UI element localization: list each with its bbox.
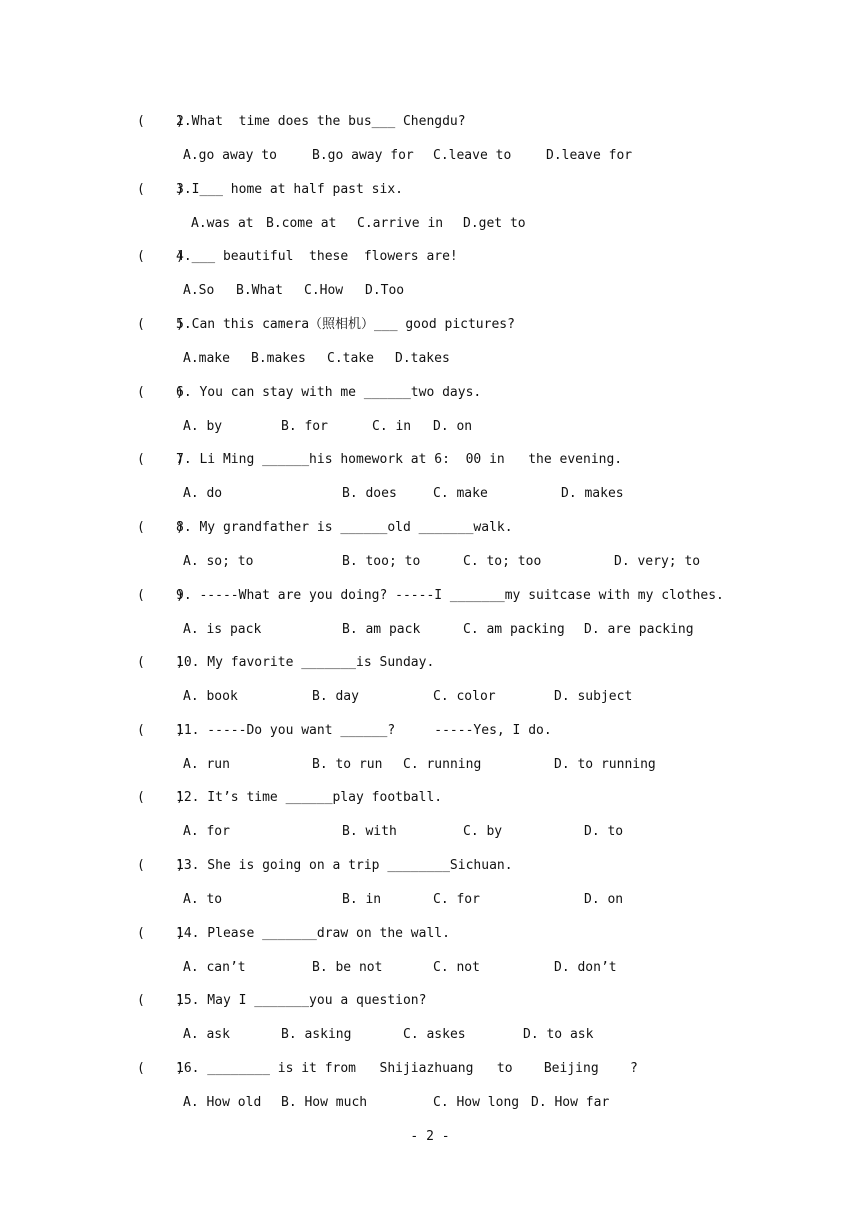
- option-c: C. am packing: [463, 622, 565, 637]
- question-stem: 10. My favorite _______is Sunday.: [176, 655, 435, 670]
- option-d: D. on: [433, 419, 473, 434]
- question-stem: 13. She is going on a trip ________Sichuan.: [176, 858, 513, 873]
- option-a: A.So: [183, 283, 215, 298]
- option-d: D. to running: [554, 757, 656, 772]
- option-a: A.go away to: [183, 148, 277, 163]
- option-c: C.leave to: [433, 148, 512, 163]
- question-stem: 14. Please _______draw on the wall.: [176, 926, 450, 941]
- answer-blank[interactable]: ( ): [137, 1061, 184, 1076]
- option-c: C. for: [433, 892, 480, 907]
- question-stem: 4.___ beautiful these flowers are!: [176, 249, 458, 264]
- question-stem: 16. ________ is it from Shijiazhuang to Beijing ?: [176, 1061, 638, 1076]
- option-d: D.leave for: [546, 148, 633, 163]
- option-c: C. by: [463, 824, 503, 839]
- option-a: A. can’t: [183, 960, 246, 975]
- option-a: A. is pack: [183, 622, 262, 637]
- option-d: D. are packing: [584, 622, 694, 637]
- option-a: A. run: [183, 757, 230, 772]
- option-b: B. day: [312, 689, 359, 704]
- option-c: C. color: [433, 689, 496, 704]
- option-a: A. to: [183, 892, 223, 907]
- answer-blank[interactable]: ( ): [137, 790, 184, 805]
- question-stem: 8. My grandfather is ______old _______walk.: [176, 520, 513, 535]
- option-b: B.go away for: [312, 148, 414, 163]
- option-c: C. to; too: [463, 554, 542, 569]
- option-d: D. to: [584, 824, 624, 839]
- option-d: D. How far: [531, 1095, 610, 1110]
- option-d: D.get to: [463, 216, 526, 231]
- option-c: C. askes: [403, 1027, 466, 1042]
- option-c: C.How: [304, 283, 344, 298]
- option-a: A. so; to: [183, 554, 254, 569]
- option-b: B. to run: [312, 757, 383, 772]
- option-a: A.was at: [191, 216, 254, 231]
- option-a: A. book: [183, 689, 238, 704]
- option-d: D. very; to: [614, 554, 701, 569]
- question-stem: 11. -----Do you want ______? -----Yes, I do.: [176, 723, 552, 738]
- option-d: D.takes: [395, 351, 450, 366]
- option-b: B. asking: [281, 1027, 352, 1042]
- option-d: D.Too: [365, 283, 405, 298]
- answer-blank[interactable]: ( ): [137, 858, 184, 873]
- option-d: D. makes: [561, 486, 624, 501]
- option-a: A. by: [183, 419, 223, 434]
- question-stem: 7. Li Ming ______his homework at 6: 00 in the evening.: [176, 452, 623, 467]
- option-c: C.take: [327, 351, 374, 366]
- option-b: B.makes: [251, 351, 306, 366]
- question-stem: 5.Can this camera（照相机）___ good pictures?: [176, 317, 515, 332]
- answer-blank[interactable]: ( ): [137, 452, 184, 467]
- option-c: C. make: [433, 486, 488, 501]
- answer-blank[interactable]: ( ): [137, 655, 184, 670]
- option-a: A. for: [183, 824, 230, 839]
- option-d: D. subject: [554, 689, 633, 704]
- option-b: B. in: [342, 892, 382, 907]
- question-stem: 9. -----What are you doing? -----I _______my suitcase with my clothes.: [176, 588, 724, 603]
- answer-blank[interactable]: ( ): [137, 182, 184, 197]
- answer-blank[interactable]: ( ): [137, 520, 184, 535]
- question-stem: 3.I___ home at half past six.: [176, 182, 403, 197]
- option-b: B.come at: [266, 216, 337, 231]
- option-b: B. with: [342, 824, 397, 839]
- option-a: A. ask: [183, 1027, 230, 1042]
- option-c: C. How long: [433, 1095, 520, 1110]
- answer-blank[interactable]: ( ): [137, 993, 184, 1008]
- option-d: D. don’t: [554, 960, 617, 975]
- question-stem: 6. You can stay with me ______two days.: [176, 385, 482, 400]
- option-a: A. do: [183, 486, 223, 501]
- option-c: C. not: [433, 960, 480, 975]
- answer-blank[interactable]: ( ): [137, 249, 184, 264]
- option-d: D. on: [584, 892, 624, 907]
- answer-blank[interactable]: ( ): [137, 317, 184, 332]
- question-stem: 12. It’s time ______play football.: [176, 790, 443, 805]
- option-b: B. How much: [281, 1095, 368, 1110]
- question-stem: 2.What time does the bus___ Chengdu?: [176, 114, 466, 129]
- option-d: D. to ask: [523, 1027, 594, 1042]
- option-b: B. am pack: [342, 622, 421, 637]
- option-c: C. running: [403, 757, 482, 772]
- question-stem: 15. May I _______you a question?: [176, 993, 427, 1008]
- answer-blank[interactable]: ( ): [137, 114, 184, 129]
- option-b: B. for: [281, 419, 328, 434]
- page-number: - 2 -: [410, 1129, 450, 1144]
- answer-blank[interactable]: ( ): [137, 723, 184, 738]
- option-a: A. How old: [183, 1095, 262, 1110]
- option-b: B. does: [342, 486, 397, 501]
- option-b: B. too; to: [342, 554, 421, 569]
- option-c: C. in: [372, 419, 412, 434]
- answer-blank[interactable]: ( ): [137, 588, 184, 603]
- answer-blank[interactable]: ( ): [137, 385, 184, 400]
- option-b: B.What: [236, 283, 283, 298]
- option-a: A.make: [183, 351, 230, 366]
- answer-blank[interactable]: ( ): [137, 926, 184, 941]
- option-b: B. be not: [312, 960, 383, 975]
- option-c: C.arrive in: [357, 216, 444, 231]
